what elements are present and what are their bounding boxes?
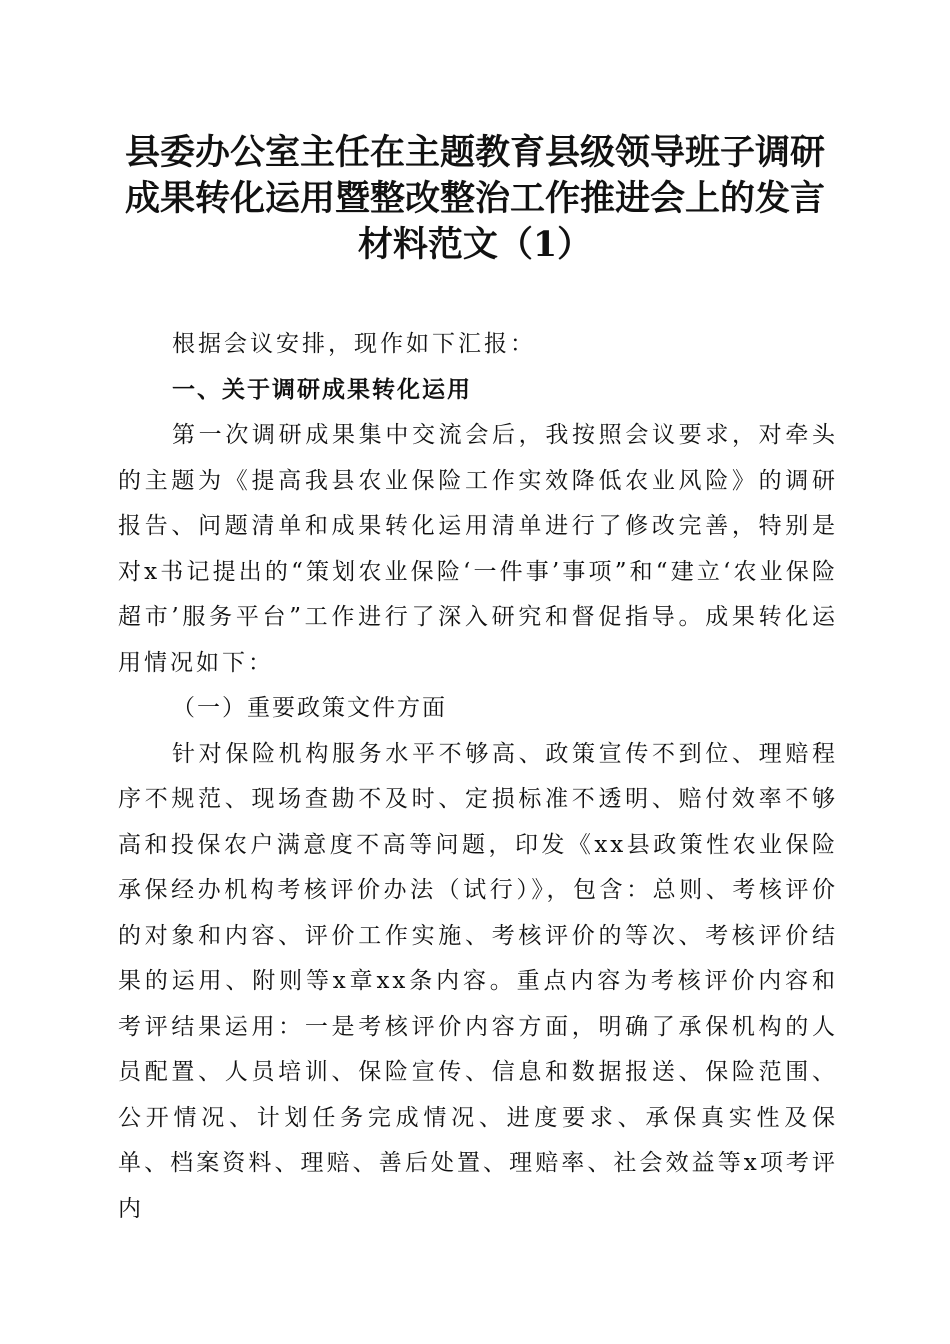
section-heading: 一、关于调研成果转化运用 bbox=[172, 376, 472, 403]
document-title bbox=[100, 130, 850, 268]
intro-paragraph: 根据会议安排，现作如下汇报： bbox=[172, 331, 536, 357]
document-body bbox=[118, 322, 838, 1232]
subsection-heading: （一）重要政策文件方面 bbox=[172, 695, 447, 721]
body-paragraph: 第一次调研成果集中交流会后，我按照会议要求，对牵头的主题为《提高我县农业保险工作实效降低农业风险》的调研报告、问题清单和成果转化运用清单进行了修改完善，特别是对x书记提出的“策划农业保险‘一件事’事项”和“建立‘农业保险超市’服务平台”工作进行了深入研究和督促指导。成果转化运用情况如下： bbox=[118, 422, 838, 676]
title-line-3: 材料范文（1） bbox=[357, 224, 593, 265]
body-paragraph: 针对保险机构服务水平不够高、政策宣传不到位、理赔程序不规范、现场查勘不及时、定损标准不透明、赔付效率不够高和投保农户满意度不高等问题，印发《xx县政策性农业保险承保经办机构考核评价办法（试行）》，包含：总则、考核评价的对象和内容、评价工作实施、考核评价的等次、考核评价结果的运用、附则等x章xx条内容。重点内容为考核评价内容和考评结果运用：一是考核评价内容方面，明确了承保机构的人员配置、人员培训、保险宣传、信息和数据报送、保险范围、公开情况、计划任务完成情况、进度要求、承保真实性及保单、档案资料、理赔、善后处置、理赔率、社会效益等x项考评内 bbox=[118, 740, 838, 1222]
title-line-2: 成果转化运用暨整改整治工作推进会上的发言 bbox=[124, 178, 825, 219]
title-line-1: 县委办公室主任在主题教育县级领导班子调研 bbox=[124, 132, 825, 173]
